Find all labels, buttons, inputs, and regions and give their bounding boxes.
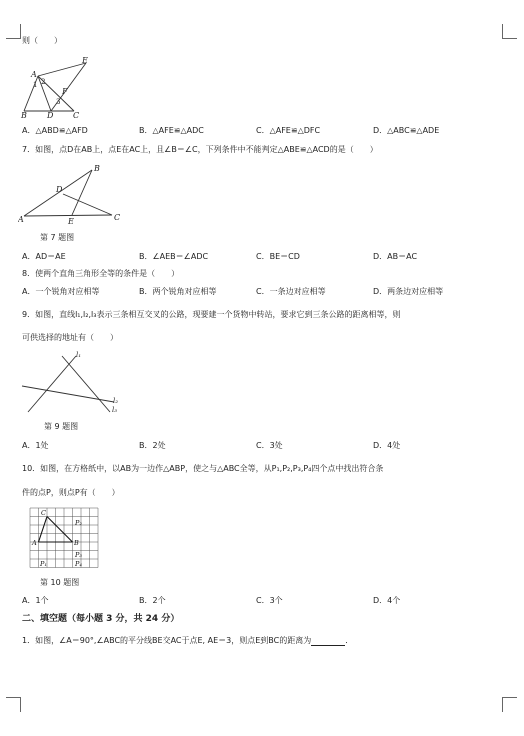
q9-option-d[interactable]: D．4处 bbox=[373, 441, 401, 450]
q6-label-D: D bbox=[47, 111, 54, 118]
s2-q1-answer-blank[interactable] bbox=[311, 637, 345, 646]
q6-stem-tail: 则（ ） bbox=[22, 36, 62, 45]
q6-label-C: C bbox=[73, 111, 80, 118]
q10-label-P3: P₃ bbox=[75, 551, 82, 559]
q6-figure bbox=[18, 56, 92, 118]
s2-q1-stem bbox=[22, 636, 353, 646]
q7-option-d[interactable]: D．AB＝AC bbox=[373, 252, 418, 261]
q10-caption: 第 10 题图 bbox=[40, 578, 80, 587]
q6-option-c[interactable]: C．△AFE≌△DFC bbox=[256, 126, 321, 135]
q6-option-a[interactable]: A．△ABD≌△AFD bbox=[22, 126, 88, 135]
q10-option-a[interactable]: A．1个 bbox=[22, 596, 49, 605]
q8-option-c[interactable]: C．一条边对应相等 bbox=[256, 287, 326, 296]
q9-label-l2: l₂ bbox=[113, 397, 119, 405]
q10-stem-line2: 件的点P，则点P有（ ） bbox=[22, 488, 120, 497]
q10-label-A: A bbox=[32, 539, 37, 547]
q7-option-b[interactable]: B．∠AEB＝∠ADC bbox=[139, 252, 209, 261]
q9-option-b[interactable]: B．2处 bbox=[139, 441, 166, 450]
q10-label-P4: P₄ bbox=[75, 560, 82, 568]
q10-stem-line1: 10．如图，在方格纸中，以AB为一边作△ABP，使之与△ABC全等，从P₁,P₂,P₃,P₄四个点中找出符合条 bbox=[22, 464, 384, 473]
q10-option-b[interactable]: B．2个 bbox=[139, 596, 166, 605]
crop-mark-top-left bbox=[6, 24, 21, 39]
q10-label-P1: P₁ bbox=[40, 560, 47, 568]
q6-option-b[interactable]: B．△AFE≌△ADC bbox=[139, 126, 204, 135]
q9-stem-line1: 9．如图，直线l₁,l₂,l₃表示三条相互交叉的公路，现要建一个货物中转站，要求它到三条公路的距离相等，则 bbox=[22, 310, 401, 319]
q7-label-B: B bbox=[94, 164, 100, 173]
q7-stem: 7．如图，点D在AB上，点E在AC上，且∠B＝∠C，下列条件中不能判定△ABE≌△ACD的是（ ） bbox=[22, 145, 378, 154]
q8-option-d[interactable]: D．两条边对应相等 bbox=[373, 287, 444, 296]
q7-label-E: E bbox=[68, 217, 74, 226]
q9-label-l1: l₁ bbox=[76, 351, 82, 359]
q6-label-3: 3 bbox=[56, 98, 61, 106]
q9-label-l3: l₃ bbox=[112, 406, 118, 414]
crop-mark-bottom-right bbox=[502, 697, 517, 712]
q9-caption: 第 9 题图 bbox=[44, 422, 79, 431]
q6-label-1: 1 bbox=[33, 81, 38, 89]
q8-option-a[interactable]: A．一个锐角对应相等 bbox=[22, 287, 100, 296]
s2-q1-text: 1．如图，∠A＝90°,∠ABC的平分线BE交AC于点E, AE＝3，则点E到BC的距离为 bbox=[22, 636, 312, 645]
q10-label-C: C bbox=[41, 509, 46, 517]
crop-mark-top-right bbox=[502, 24, 517, 39]
q6-label-B: B bbox=[21, 111, 27, 118]
q9-figure bbox=[18, 350, 122, 414]
q7-option-a[interactable]: A．AD＝AE bbox=[22, 252, 66, 261]
section-2-title: 二、填空题（每小题 3 分，共 24 分） bbox=[22, 614, 180, 624]
q10-option-d[interactable]: D．4个 bbox=[373, 596, 401, 605]
q9-stem-line2: 可供选择的地址有（ ） bbox=[22, 333, 118, 342]
q10-option-c[interactable]: C．3个 bbox=[256, 596, 283, 605]
q8-option-b[interactable]: B．两个锐角对应相等 bbox=[139, 287, 217, 296]
q6-label-F: F bbox=[62, 87, 68, 96]
q6-label-A: A bbox=[31, 70, 37, 79]
q7-label-D: D bbox=[56, 185, 63, 194]
q6-option-d[interactable]: D．△ABC≌△ADE bbox=[373, 126, 440, 135]
s2-q1-end: ． bbox=[345, 636, 354, 645]
q6-label-E: E bbox=[82, 56, 88, 65]
q7-figure bbox=[18, 160, 126, 226]
crop-mark-bottom-left bbox=[6, 697, 21, 712]
q7-label-C: C bbox=[114, 213, 121, 222]
q7-caption: 第 7 题图 bbox=[40, 233, 75, 242]
q6-label-2: 2 bbox=[41, 78, 46, 86]
q7-label-A: A bbox=[18, 215, 24, 224]
q10-label-B: B bbox=[74, 539, 79, 547]
q9-option-c[interactable]: C．3处 bbox=[256, 441, 283, 450]
q10-figure bbox=[28, 506, 100, 574]
q7-option-c[interactable]: C．BE＝CD bbox=[256, 252, 300, 261]
q8-stem: 8．使两个直角三角形全等的条件是（ ） bbox=[22, 269, 180, 278]
q10-label-P2: P₂ bbox=[75, 519, 82, 527]
q9-option-a[interactable]: A．1处 bbox=[22, 441, 49, 450]
